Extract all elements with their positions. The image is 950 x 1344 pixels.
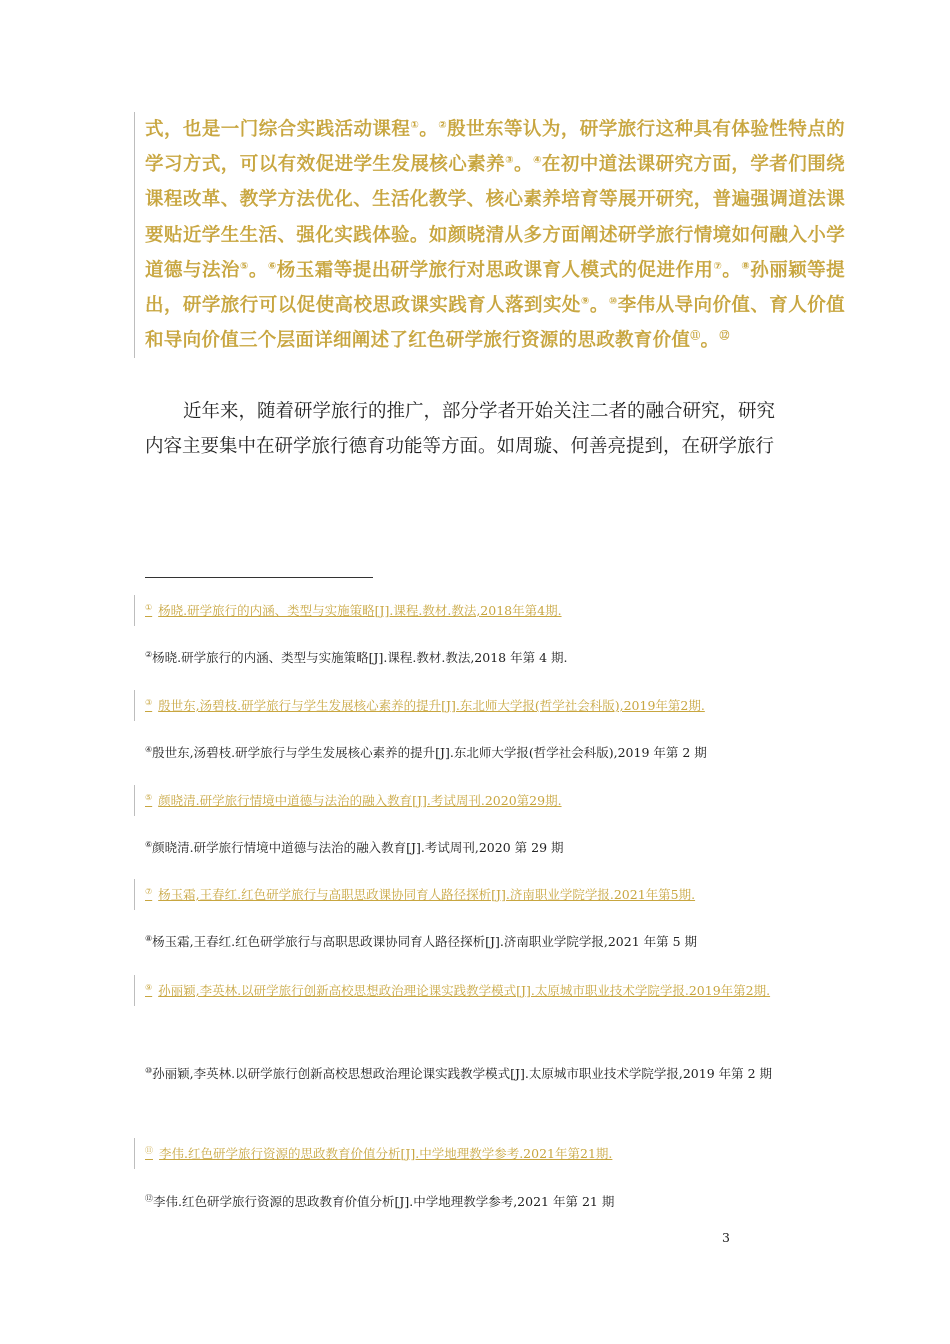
inserted-text: 孙丽颖等提出，研学旅行可以促使高校思政课实践育人落到实处 (145, 259, 845, 317)
footnote-text: 杨玉霜,王春红.红色研学旅行与高职思政课协同育人路径探析[J].济南职业学院学报,2021 年第 5 期 (152, 934, 698, 949)
inserted-text: 。 (419, 119, 439, 140)
footnote-number: ⑪ (145, 1145, 153, 1155)
inserted-text: 李伟从导向价值、育人价值和导向价值三个层面详细阐述了红色研学旅行资源的思政教育价值 (145, 295, 845, 352)
inserted-text: 。 (514, 154, 533, 176)
footnote (145, 832, 810, 863)
body-line: 内容主要集中在研学旅行德育功能等方面。如周璇、何善亮提到，在研学旅行 (145, 436, 775, 458)
footnote-text: 杨晓.研学旅行的内涵、类型与实施策略[J].课程.教材.教法,2018 年第 4 期. (152, 650, 568, 665)
footnote-text: 殷世东,汤碧枝.研学旅行与学生发展核心素养的提升[J].东北师大学报(哲学社会科版),2019年第2期. (158, 698, 705, 713)
footnote-text: 孙丽颖,李英林.以研学旅行创新高校思想政治理论课实践教学模式[J].太原城市职业技术学院学报.2019年第2期. (158, 983, 771, 998)
page-number: 3 (722, 1230, 730, 1245)
footnote (145, 737, 810, 768)
footnote-inserted (134, 785, 819, 816)
footnote-number: ⑨ (145, 982, 153, 992)
footnote-inserted (134, 879, 819, 910)
inserted-text: 。 (248, 259, 268, 281)
footnote-text: 李伟.红色研学旅行资源的思政教育价值分析[J].中学地理教学参考.2021年第21期. (159, 1146, 613, 1161)
footnote-number: ⑤ (145, 792, 153, 802)
inserted-text: 式，也是一门综合实践活动课程 (145, 119, 411, 140)
footnote-marker[interactable]: ④ (532, 155, 542, 167)
footnote-number: ⑧ (145, 933, 153, 943)
footnote-marker[interactable]: ⑩ (608, 295, 618, 307)
inserted-text: 殷世东等认为，研学旅行这种具有体验性特点的学习方式，可以有效促进学生发展核心素养 (145, 119, 845, 176)
body-paragraph (145, 394, 810, 464)
inserted-text: 。 (722, 259, 742, 281)
footnote (145, 1058, 810, 1089)
footnote-text: 殷世东,汤碧枝.研学旅行与学生发展核心素养的提升[J].东北师大学报(哲学社会科版),2019 年第 2 期 (152, 745, 707, 760)
footnote-number: ⑩ (145, 1065, 153, 1075)
footnote-number: ⑦ (145, 886, 153, 896)
footnote-marker[interactable]: ⑧ (741, 260, 751, 272)
footnote-marker[interactable]: ② (438, 119, 448, 131)
footnote-text: 颜晓清.研学旅行情境中道德与法治的融入教育[J].考试周刊,2020 第 29 期 (152, 840, 564, 855)
footnote-marker[interactable]: ⑨ (580, 295, 590, 307)
inserted-text: 。 (700, 330, 720, 352)
footnote-text: 杨晓.研学旅行的内涵、类型与实施策略[J].课程.教材.教法,2018年第4期. (158, 603, 562, 618)
footnote-marker[interactable]: ⑦ (713, 260, 723, 272)
footnote-marker[interactable]: ① (410, 119, 420, 131)
footnote-marker[interactable]: ⑥ (267, 260, 277, 272)
footnote (145, 642, 810, 673)
footnote-inserted (134, 975, 819, 1006)
inserted-text: 。 (589, 295, 609, 317)
footnote-number: ⑥ (145, 839, 153, 849)
footnote-text: 李伟.红色研学旅行资源的思政教育价值分析[J].中学地理教学参考,2021 年第 21 期 (153, 1194, 615, 1209)
footnote-marker[interactable]: ⑪ (690, 331, 701, 343)
footnote-inserted (134, 690, 819, 721)
footnote (145, 1186, 810, 1217)
footnote-inserted (134, 1138, 819, 1169)
body-line: 近年来，随着研学旅行的推广，部分学者开始关注二者的融合研究，研究 (183, 401, 776, 422)
footnote-text: 杨玉霜,王春红.红色研学旅行与高职思政课协同育人路径探析[J].济南职业学院学报.2021年第5期. (158, 887, 696, 902)
inserted-text: 杨玉霜等提出研学旅行对思政课育人模式的促进作用 (276, 259, 714, 281)
footnote-number: ④ (145, 744, 153, 754)
footnote-marker[interactable]: ⑤ (239, 260, 249, 272)
footnote-marker[interactable]: ③ (505, 155, 515, 167)
footnote-number: ⑫ (145, 1193, 153, 1203)
footnote-number: ③ (145, 697, 153, 707)
inserted-text: 在初中道法课研究方面，学者们围绕课程改革、教学方法优化、生活化教学、核心素养培育等展开研究，普遍强调道法课要贴近学生生活、强化实践体验。如颜晓清从多方面阐述研学旅行情境如何融入小学道德与法治 (145, 154, 845, 281)
footnote-text: 孙丽颖,李英林.以研学旅行创新高校思想政治理论课实践教学模式[J].太原城市职业技术学院学报,2019 年第 2 期 (152, 1066, 773, 1081)
footnote-text: 颜晓清.研学旅行情境中道德与法治的融入教育[J].考试周刊.2020第29期. (158, 793, 562, 808)
footnote-inserted (134, 595, 819, 626)
footnote-marker[interactable]: ⑫ (719, 331, 730, 343)
footnote (145, 926, 810, 957)
footnote-number: ② (145, 649, 153, 659)
tracked-insertion-paragraph (134, 112, 845, 358)
footnote-number: ① (145, 602, 153, 612)
footnote-separator (145, 577, 373, 578)
